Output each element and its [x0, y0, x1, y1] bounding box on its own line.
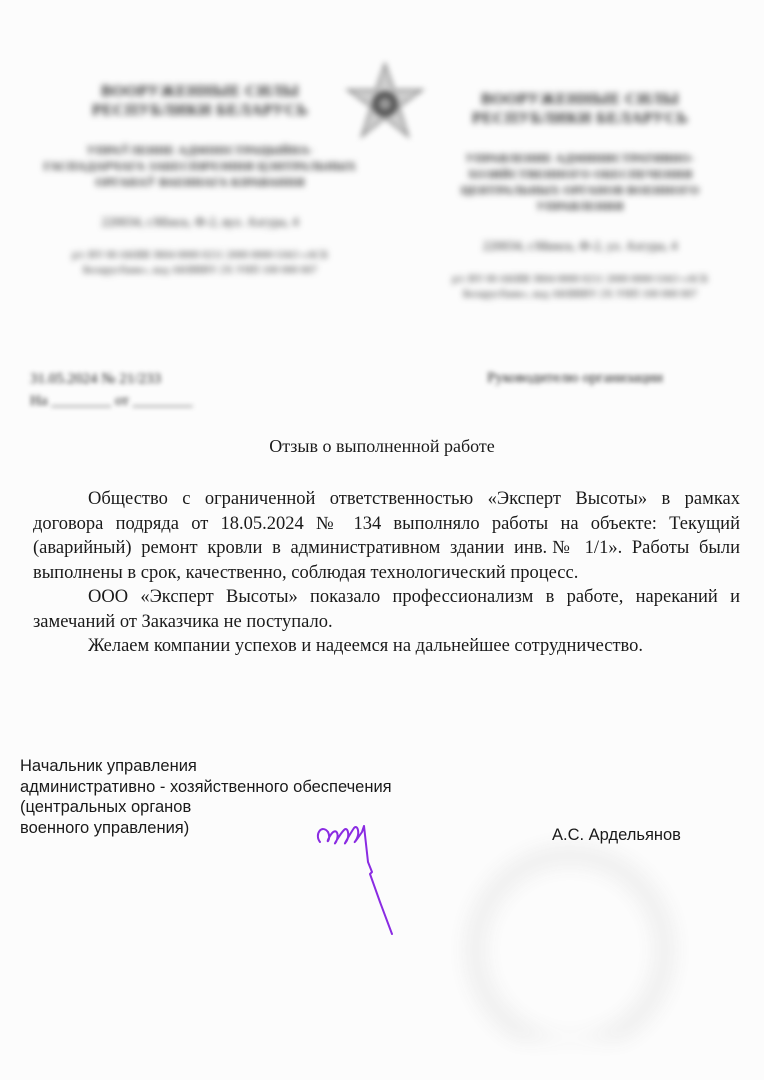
- handwritten-signature: [310, 812, 410, 942]
- header-left-address: 220034, г.Мінск, Ф-2, вул. Азгура, 4: [101, 214, 299, 229]
- document-title: Отзыв о выполненной работе: [269, 436, 495, 456]
- paragraph: Желаем компании успехов и надеемся на дальнейшее сотрудничество.: [88, 636, 644, 656]
- paragraph: ООО «Эксперт Высоты» показало профессионализм в работе, нареканий и замечаний от Заказчика не поступало.: [33, 587, 740, 632]
- background-stamp: [400, 840, 740, 1040]
- position-line: административно - хозяйственного обеспечения: [20, 777, 392, 796]
- header-right-org: ВООРУЖЕННЫЕ СИЛЫ РЕСПУБЛИКИ БЕЛАРУСЬ: [471, 91, 689, 127]
- header-right-dept: УПРАВЛЕНИЕ АДМИНИСТРАТИВНО-ХОЗЯЙСТВЕННОГО ОБЕСПЕЧЕНИЯ ЦЕНТРАЛЬНЫХ ОРГАНОВ ВОЕННОГО УПРАВЛЕНИЯ: [460, 151, 700, 213]
- header-right-bank: р/с BY 00 AKBB 3604 0000 0211 2000 0000 ОАО «АСБ Беларусбанк», код AKBBBY 2X УНП 100 000 007: [452, 273, 708, 300]
- header-left: [40, 82, 360, 278]
- signatory-name: А.С. Ардельянов: [552, 826, 681, 844]
- date-line: 31.05.2024 № 21/233: [30, 371, 161, 387]
- header-right-address: 220034, г.Минск, Ф-2, ул. Азгура, 4: [482, 238, 678, 253]
- position-line: военного управления): [20, 818, 190, 837]
- header-right: [420, 90, 740, 302]
- ref-line: На ________ от ________: [30, 393, 193, 409]
- document-body: [33, 487, 740, 659]
- header-left-bank: р/с BY 00 AKBB 3604 0000 0211 2000 0000 ОАО «АСБ Беларусбанк», код AKBBBY 2X УНП 100 000 007: [72, 249, 328, 276]
- recipient: Руководителю организации: [487, 370, 663, 386]
- header-left-dept: УПРАЎЛЕННЕ АДМІНІСТРАЦЫЙНА-ГАСПАДАРЧАГА ЗАБЕСПЯЧЭННЯ ЦЭНТРАЛЬНЫХ ОРГАНАЎ ВАЕННАГА КІРАВАННЯ: [43, 143, 357, 189]
- header-left-org: ВООРУЖЕННЫЕ СИЛЫ РЕСПУБЛИКИ БЕЛАРУСЬ: [91, 83, 309, 119]
- position-line: Начальник управления: [20, 757, 197, 775]
- paragraph: Общество с ограниченной ответственностью «Эксперт Высоты» в рамках договора подряда от 18.05.2024 № 134 выполняло работы на объекте: Текущий (аварийный) ремонт кровли в административном здании инв.№ 1/1». Работы были выполнены в срок, качественно, соблюдая технологический процесс.: [33, 489, 740, 583]
- outgoing-number: [30, 368, 260, 412]
- position-line: (центральных органов: [20, 798, 192, 816]
